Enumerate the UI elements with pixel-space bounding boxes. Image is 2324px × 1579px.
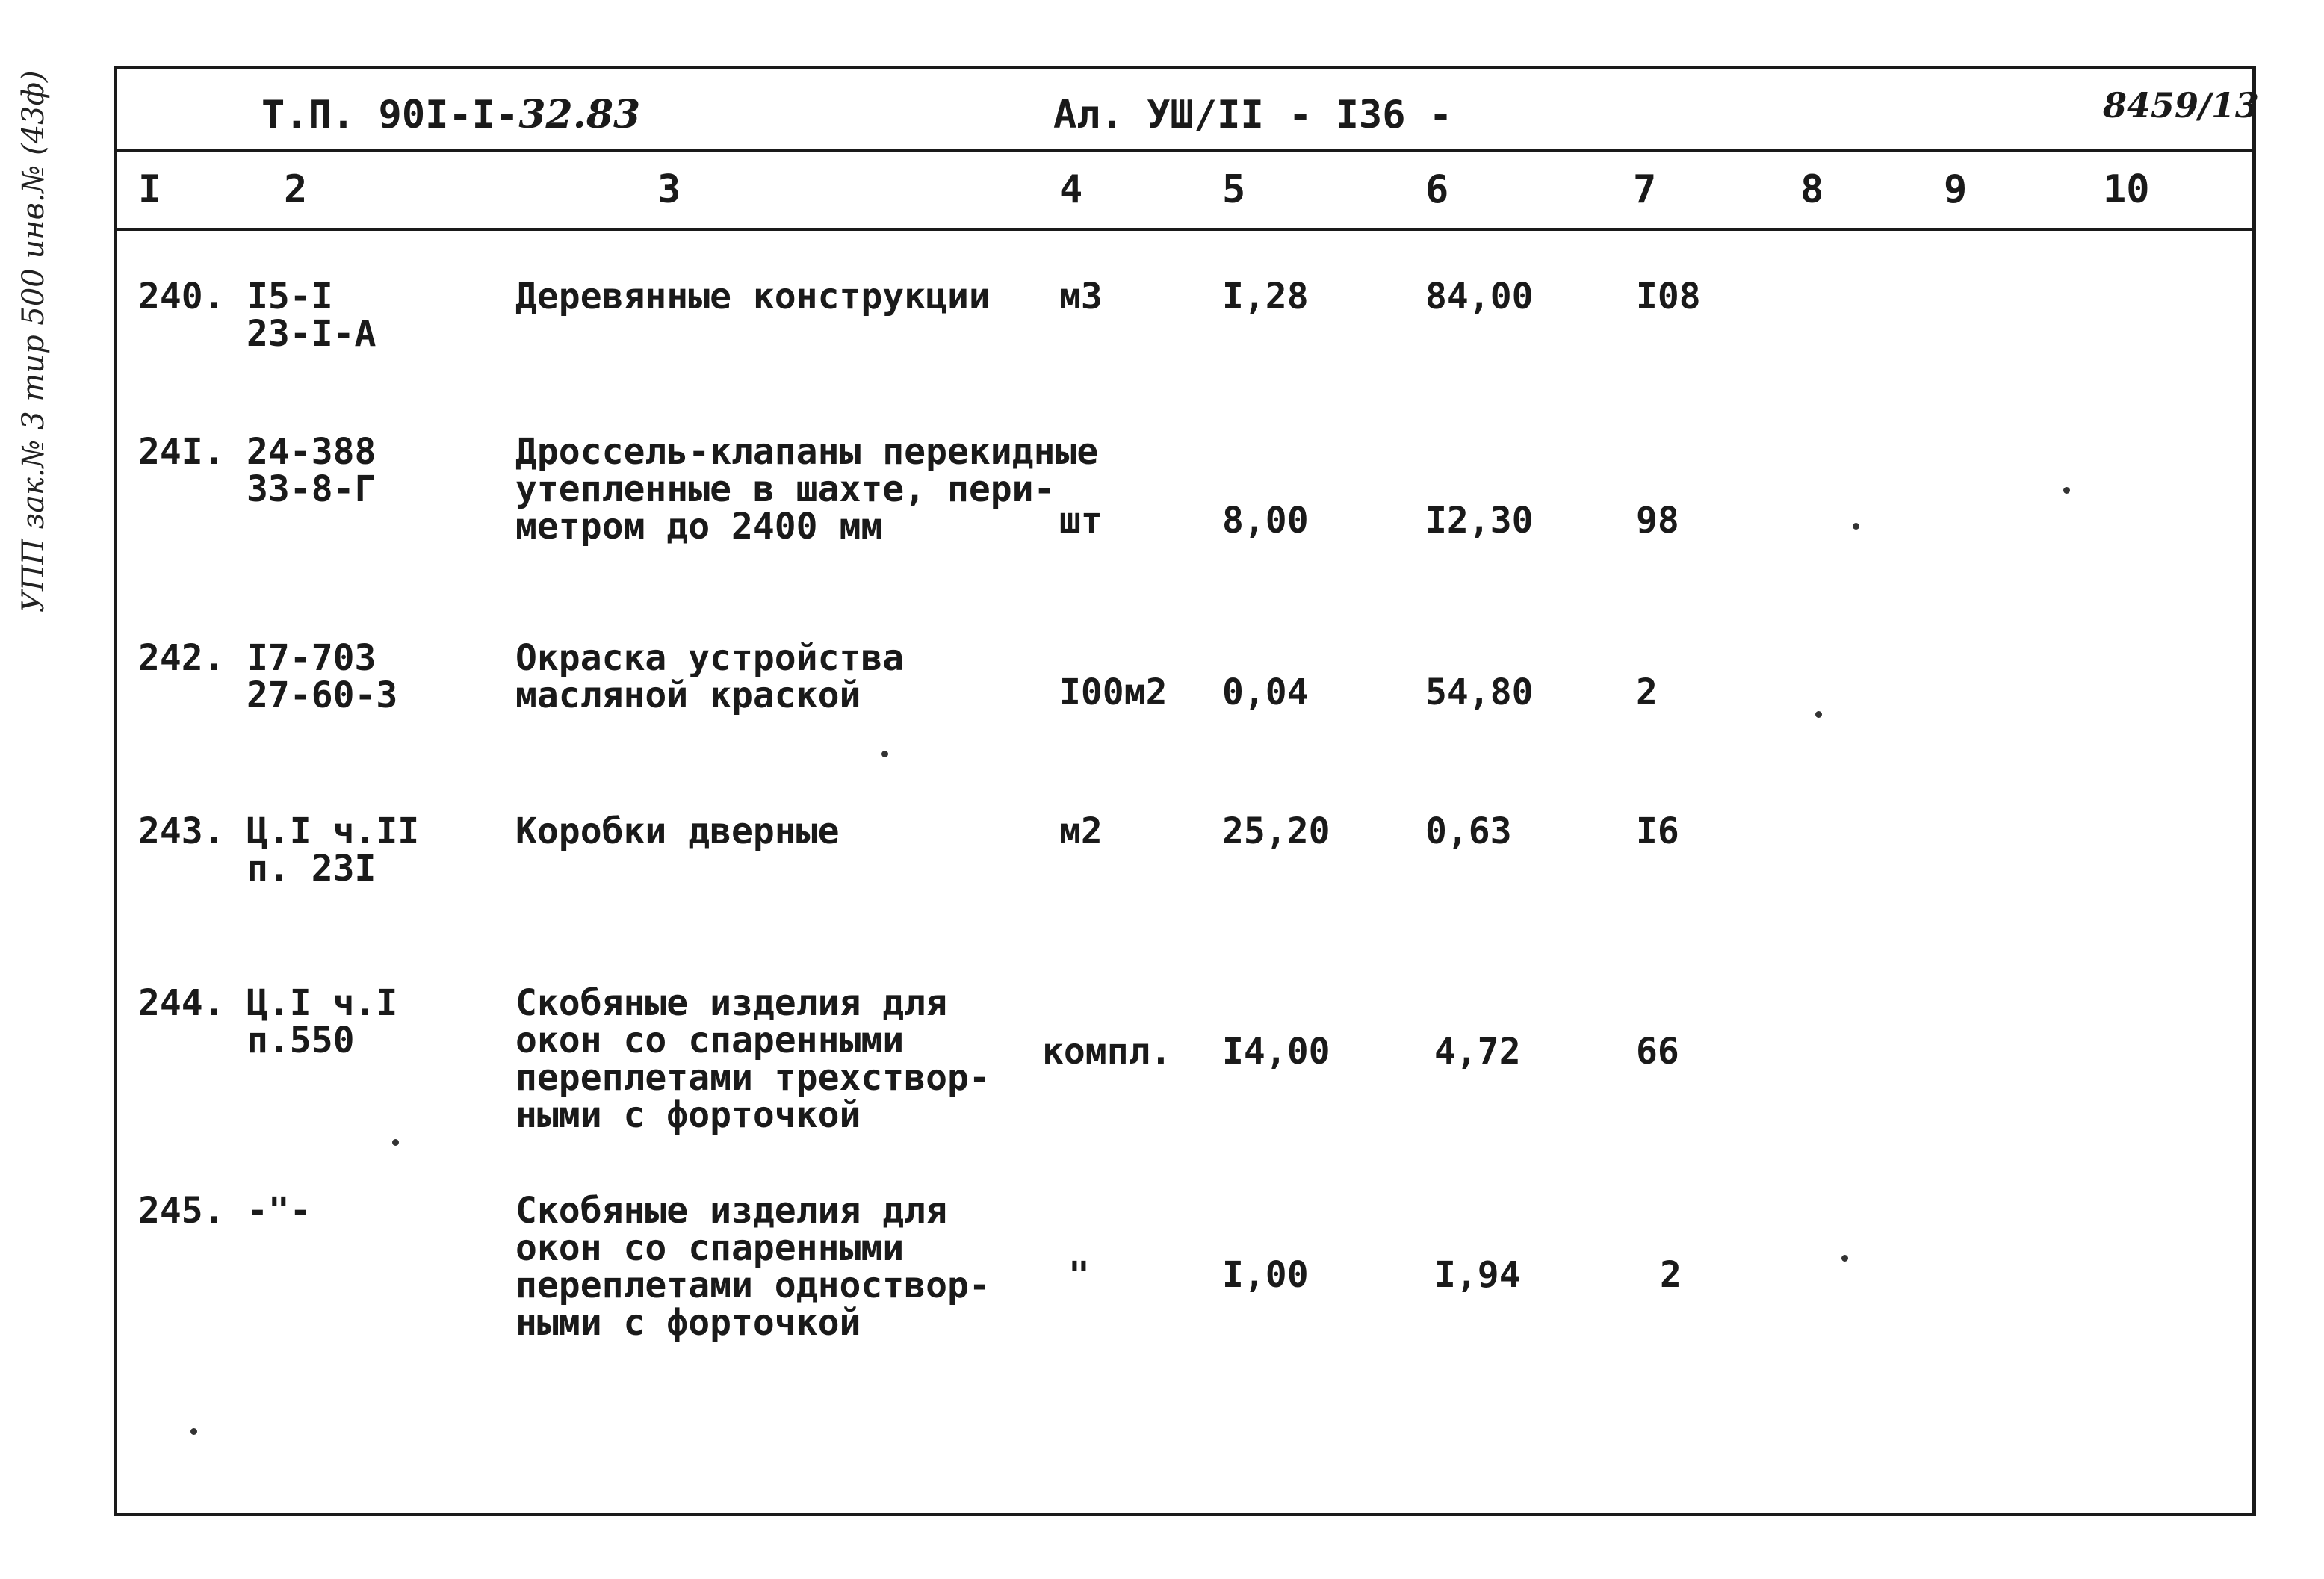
row-code-line: I5-I	[247, 276, 333, 317]
row-description-line: ными с форточкой	[515, 1302, 861, 1344]
row-code-line: 23-I-А	[247, 313, 377, 355]
row-unit: м3	[1059, 276, 1103, 317]
scan-speck	[1853, 523, 1859, 530]
column-header: 10	[2103, 167, 2150, 212]
row-price: 4,72	[1434, 1031, 1521, 1073]
row-code	[247, 1190, 312, 1232]
row-code	[247, 810, 420, 890]
row-unit: I00м2	[1059, 671, 1168, 713]
row-total: 66	[1636, 1031, 1679, 1073]
scan-speck	[1815, 711, 1822, 718]
row-total: I08	[1636, 276, 1701, 317]
row-price: 84,00	[1425, 276, 1534, 317]
row-code	[247, 984, 397, 1059]
column-header: 9	[1944, 167, 1968, 212]
row-number: 240.	[138, 276, 225, 317]
row-number: 242.	[138, 637, 225, 679]
scan-speck	[1841, 1255, 1848, 1262]
scan-speck	[881, 751, 888, 757]
row-code	[247, 433, 376, 508]
row-description-line: утепленные в шахте, пери-	[515, 468, 1056, 510]
scan-speck	[2063, 487, 2070, 494]
row-description	[515, 278, 991, 315]
row-quantity: 8,00	[1222, 500, 1309, 542]
row-description-line: Деревянные конструкции	[515, 276, 991, 317]
column-header: I	[138, 167, 162, 212]
row-number: 243.	[138, 810, 225, 852]
row-description-line: метром до 2400 мм	[515, 506, 883, 547]
row-description-line: переплетами одноствор-	[515, 1265, 991, 1306]
archive-stamp: 8459/13	[2103, 85, 2259, 125]
row-unit: шт	[1059, 500, 1103, 542]
row-price: I,94	[1434, 1254, 1521, 1296]
row-description-line: окон со спаренными	[515, 1227, 905, 1269]
row-description	[515, 1190, 991, 1344]
row-total: I6	[1636, 810, 1679, 852]
column-header: 7	[1633, 167, 1657, 212]
row-price: I2,30	[1425, 500, 1534, 542]
row-code-line: 27-60-3	[247, 674, 398, 716]
row-code-line: -"-	[247, 1190, 312, 1232]
row-quantity: I,00	[1222, 1254, 1309, 1296]
row-description	[515, 810, 840, 852]
row-total: 2	[1660, 1254, 1682, 1296]
row-quantity: I,28	[1222, 276, 1309, 317]
row-number: 245.	[138, 1190, 225, 1232]
row-code-line: п.550	[247, 1020, 355, 1061]
row-description-line: Скобяные изделия для	[515, 1190, 947, 1232]
row-unit: м2	[1059, 810, 1103, 852]
row-code-line: Ц.I ч.I	[247, 982, 398, 1024]
scan-speck	[392, 1139, 399, 1146]
row-quantity: I4,00	[1222, 1031, 1330, 1073]
column-header: 6	[1425, 167, 1449, 212]
row-number: 244.	[138, 982, 225, 1024]
header-divider	[114, 149, 2256, 152]
row-description-line: масляной краской	[515, 674, 861, 716]
row-number: 24I.	[138, 431, 225, 473]
row-code-line: п. 23I	[247, 848, 377, 890]
row-description-line: Коробки дверные	[515, 810, 840, 852]
row-code-line: I7-703	[247, 637, 377, 679]
row-code-line: 33-8-Г	[247, 468, 377, 510]
row-unit: "	[1068, 1254, 1090, 1296]
row-code-line: 24-388	[247, 431, 377, 473]
row-description-line: Окраска устройства	[515, 637, 905, 679]
row-quantity: 25,20	[1222, 810, 1330, 852]
row-description-line: переплетами трехствор-	[515, 1057, 991, 1099]
page-number: - I36 -	[1289, 93, 1453, 137]
row-total: 98	[1636, 500, 1679, 542]
column-header: 5	[1222, 167, 1246, 212]
margin-note: УПП зак.№ 3 тир 500 инв.№ (43ф)	[16, 70, 51, 612]
row-description-line: Дроссель-клапаны перекидные	[515, 431, 1099, 473]
column-header: 8	[1800, 167, 1824, 212]
row-description	[515, 984, 991, 1134]
row-unit: компл.	[1042, 1031, 1172, 1073]
scan-speck	[190, 1428, 197, 1435]
row-description-line: Скобяные изделия для	[515, 982, 947, 1024]
row-price: 54,80	[1425, 671, 1534, 713]
row-code	[247, 639, 397, 714]
document-code-handwritten: 32.83	[518, 92, 641, 137]
row-code	[247, 278, 376, 353]
row-description	[515, 639, 904, 714]
column-header-divider	[114, 228, 2256, 231]
row-code-line: Ц.I ч.II	[247, 810, 420, 852]
document-code	[261, 92, 641, 137]
table-frame	[114, 66, 2256, 1516]
column-header: 4	[1059, 167, 1083, 212]
column-header: 3	[657, 167, 681, 212]
row-total: 2	[1636, 671, 1658, 713]
row-description-line: окон со спаренными	[515, 1020, 905, 1061]
column-header: 2	[284, 167, 308, 212]
row-description	[515, 433, 1098, 545]
sheet-label: Ал. УШ/II	[1053, 93, 1264, 137]
row-price: 0,63	[1425, 810, 1512, 852]
document-code-typed: Т.П. 90I-I-	[261, 93, 519, 137]
row-description-line: ными с форточкой	[515, 1094, 861, 1136]
row-quantity: 0,04	[1222, 671, 1309, 713]
